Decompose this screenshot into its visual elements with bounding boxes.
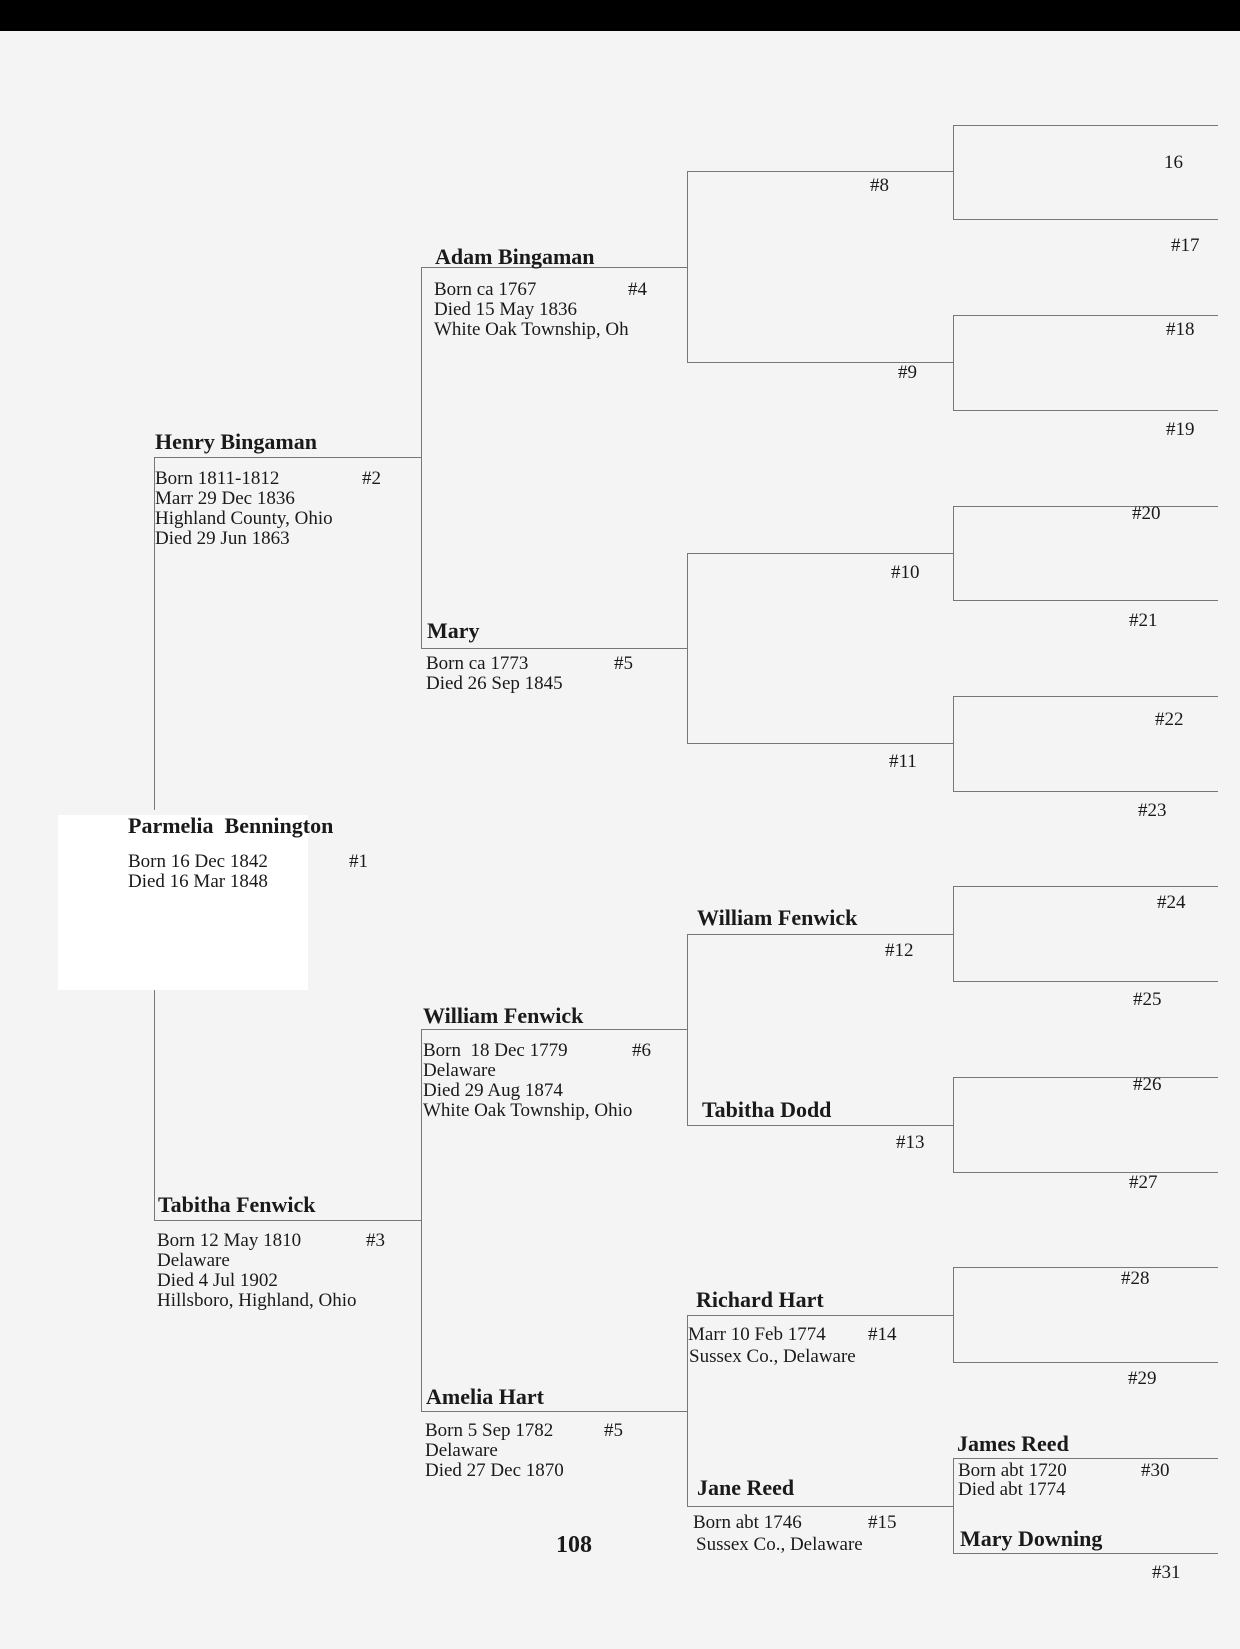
person-15-place: Sussex Co., Delaware (696, 1534, 863, 1555)
connector-line (687, 934, 953, 935)
person-7-died: Died 27 Dec 1870 (425, 1460, 564, 1481)
person-18-number: #18 (1166, 319, 1195, 340)
person-6-died-place: White Oak Township, Ohio (423, 1100, 633, 1121)
connector-line (953, 1458, 954, 1553)
person-4-number: #4 (628, 279, 647, 300)
person-2-place: Highland County, Ohio (155, 508, 333, 529)
person-1-died: Died 16 Mar 1848 (128, 871, 268, 892)
connector-line (953, 600, 1218, 601)
person-5-number: #5 (614, 653, 633, 674)
connector-line (421, 1029, 687, 1030)
person-3-died-place: Hillsboro, Highland, Ohio (157, 1290, 357, 1311)
person-14-number: #14 (868, 1324, 897, 1345)
blank-patch (58, 815, 308, 990)
person-20-number: #20 (1132, 503, 1161, 524)
person-15-name: Jane Reed (697, 1475, 795, 1500)
person-26-number: #26 (1133, 1074, 1162, 1095)
person-13-name: Tabitha Dodd (702, 1097, 832, 1122)
person-30-born: Born abt 1720 (958, 1460, 1067, 1481)
connector-line (953, 1553, 1218, 1554)
person-16-number: 16 (1164, 152, 1183, 173)
person-6-name: William Fenwick (423, 1003, 584, 1028)
connector-line (154, 990, 155, 1220)
person-6-died: Died 29 Aug 1874 (423, 1080, 563, 1101)
person-1-born: Born 16 Dec 1842 (128, 851, 268, 872)
connector-line (687, 1125, 953, 1126)
person-25-number: #25 (1133, 989, 1162, 1010)
person-27-number: #27 (1129, 1172, 1158, 1193)
connector-line (154, 457, 421, 458)
person-22-number: #22 (1155, 709, 1184, 730)
person-2-died: Died 29 Jun 1863 (155, 528, 290, 549)
person-7-born: Born 5 Sep 1782 (425, 1420, 554, 1441)
connector-line (421, 1411, 687, 1412)
connector-line (687, 171, 688, 362)
person-5-name: Mary (427, 618, 480, 643)
person-30-name: James Reed (957, 1431, 1069, 1456)
person-5-born: Born ca 1773 (426, 653, 529, 674)
person-14-place: Sussex Co., Delaware (689, 1346, 856, 1367)
connector-line (687, 553, 688, 743)
person-29-number: #29 (1128, 1368, 1157, 1389)
person-7-place: Delaware (425, 1440, 498, 1461)
person-2-born: Born 1811-1812 (155, 468, 280, 489)
person-2-name: Henry Bingaman (155, 429, 317, 454)
person-5-died: Died 26 Sep 1845 (426, 673, 563, 694)
person-3-place: Delaware (157, 1250, 230, 1271)
person-3-died: Died 4 Jul 1902 (157, 1270, 278, 1291)
scan-top-border (0, 0, 1240, 31)
person-24-number: #24 (1157, 892, 1186, 913)
person-28-number: #28 (1121, 1268, 1150, 1289)
person-15-born: Born abt 1746 (693, 1512, 802, 1533)
connector-line (421, 648, 687, 649)
person-1-name: Parmelia Bennington (128, 813, 334, 838)
person-31-number: #31 (1152, 1562, 1181, 1583)
connector-line (154, 1220, 421, 1221)
connector-line (953, 886, 1218, 887)
person-21-number: #21 (1129, 610, 1158, 631)
person-11-number: #11 (889, 751, 917, 772)
connector-line (687, 553, 953, 554)
person-1-number: #1 (349, 851, 368, 872)
page-number: 108 (556, 1532, 592, 1558)
person-19-number: #19 (1166, 419, 1195, 440)
connector-line (687, 1506, 953, 1507)
person-12-number: #12 (885, 940, 914, 961)
person-4-name: Adam Bingaman (435, 244, 595, 269)
person-31-name: Mary Downing (960, 1526, 1103, 1551)
connector-line (421, 267, 422, 648)
person-30-died: Died abt 1774 (958, 1479, 1066, 1500)
connector-line (953, 981, 1218, 982)
person-14-name: Richard Hart (696, 1287, 824, 1312)
connector-line (953, 315, 1218, 316)
person-4-place: White Oak Township, Oh (434, 319, 629, 340)
person-3-number: #3 (366, 1230, 385, 1251)
connector-line (953, 696, 1218, 697)
person-9-number: #9 (898, 362, 917, 383)
person-13-number: #13 (896, 1132, 925, 1153)
connector-line (953, 696, 954, 791)
connector-line (953, 1172, 1218, 1173)
connector-line (953, 506, 1218, 507)
connector-line (953, 1458, 1218, 1459)
person-8-number: #8 (870, 175, 889, 196)
connector-line (953, 1267, 954, 1362)
connector-line (953, 219, 1218, 220)
connector-line (953, 506, 954, 600)
person-12-name: William Fenwick (697, 905, 858, 930)
connector-line (953, 125, 954, 219)
connector-line (687, 743, 953, 744)
person-10-number: #10 (891, 562, 920, 583)
person-2-marr: Marr 29 Dec 1836 (155, 488, 295, 509)
person-3-born: Born 12 May 1810 (157, 1230, 302, 1251)
connector-line (687, 171, 953, 172)
connector-line (953, 1362, 1218, 1363)
connector-line (953, 125, 1218, 126)
connector-line (953, 1077, 954, 1172)
connector-line (953, 886, 954, 981)
person-23-number: #23 (1138, 800, 1167, 821)
person-3-name: Tabitha Fenwick (158, 1192, 316, 1217)
person-4-died: Died 15 May 1836 (434, 299, 578, 320)
person-6-number: #6 (632, 1040, 651, 1061)
connector-line (687, 934, 688, 1125)
connector-line (421, 1029, 422, 1411)
person-15-number: #15 (868, 1512, 897, 1533)
connector-line (953, 315, 954, 410)
person-7-name: Amelia Hart (426, 1384, 544, 1409)
person-6-place: Delaware (423, 1060, 496, 1081)
person-14-marr: Marr 10 Feb 1774 (688, 1324, 826, 1345)
connector-line (953, 1077, 1218, 1078)
connector-line (953, 410, 1218, 411)
connector-line (687, 1315, 953, 1316)
person-4-born: Born ca 1767 (434, 279, 537, 300)
person-17-number: #17 (1171, 235, 1200, 256)
person-7-number: #5 (604, 1420, 623, 1441)
person-30-number: #30 (1141, 1460, 1170, 1481)
connector-line (953, 791, 1218, 792)
person-6-born: Born 18 Dec 1779 (423, 1040, 568, 1061)
connector-line (953, 1267, 1218, 1268)
person-2-number: #2 (362, 468, 381, 489)
